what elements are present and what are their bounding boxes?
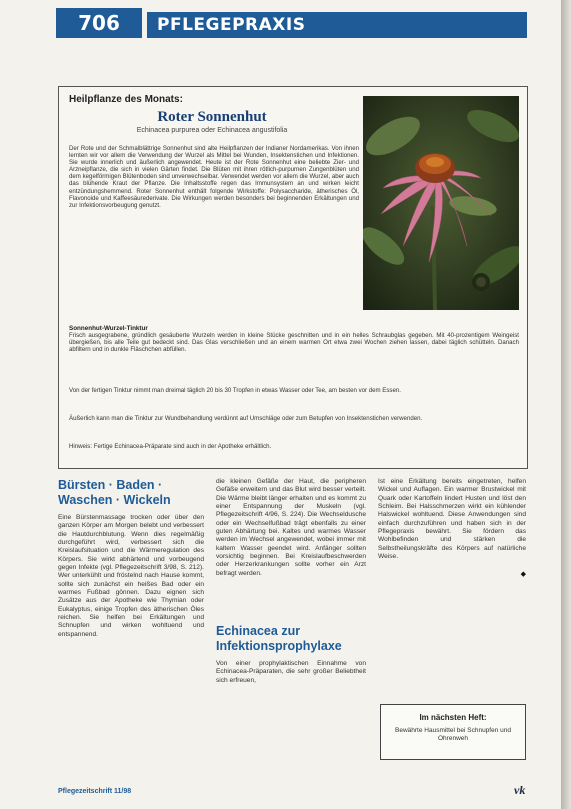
recipe-block (69, 325, 519, 353)
page-number: 706 (56, 8, 142, 38)
column-1 (58, 478, 204, 639)
plant-title: Roter Sonnenhut (157, 109, 267, 125)
herb-of-month-box (58, 86, 528, 469)
publisher-logo: vk (514, 783, 526, 797)
box-kicker: Heilpflanze des Monats: (69, 94, 183, 105)
article-1-heading: Bürsten · Baden · Waschen · Wickeln (58, 478, 171, 507)
next-issue-box (380, 704, 526, 760)
recipe-paragraph-4: Hinweis: Fertige Echinacea-Präparate sind auch in der Apotheke erhältlich. (69, 443, 272, 450)
article-1-column-3: Ist eine Erkältung bereits eingetreten, helfen Wickel und Auflagen. Ein warmer Brustwickel mit Quark oder Kartoffeln lindert Husten und löst den Schleim. Bei Halsschmerzen wirkt ein kühlender Halswickel wohltuend. Diese Anwendungen sind einfach durchzuführen und haben sich in der Pflegepraxis bewährt. Sie fördern das Wohlbefinden und stärken die Selbstheilungskräfte des Körpers auf natürliche Weise. (378, 478, 526, 561)
box-intro-text: Der Rote und der Schmalblättrige Sonnenhut sind alte Heilpflanzen der Indianer Nordamerikas. Von ihnen lernten wir vor allem die Verwendung der Wurzel als Mittel bei Wunden, Insektenstichen und Infektionen. Sie wurde innerlich und äußerlich angewendet. Heute ist der Rote Sonnenhut eine beliebte Zier- und Arzneipflanze, die sich in vielen Gärten findet. Die Blüten mit ihren rötlich-purpurnen Zungenblüten und dem kegelförmigen Blütenboden sind unverwechselbar. Verwendet werden vor allem die Wurzel, aber auch das blühende Kraut der Pflanze. Die Inhaltsstoffe regen das Immunsystem an und wirken leicht entzündungshemmend. Roter Sonnenhut enthält folgende Wirkstoffe: Polysaccharide, ätherisches Öl, Flavonoide und Kaffeesäurederivate. Die Wirkungen werden besonders bei beginnenden Erkältungen und zur Infektionsvorbeugung genutzt. (69, 145, 359, 209)
coneflower-image (363, 96, 519, 310)
recipe-paragraph-2: Von der fertigen Tinktur nimmt man dreimal täglich 20 bis 30 Tropfen in etwas Wasser oder Tee, am besten vor dem Essen. (69, 387, 401, 394)
next-issue-label: Im nächsten Heft: (419, 713, 487, 722)
column-3 (378, 478, 526, 581)
article-end-mark-icon: ◆ (520, 571, 526, 579)
recipe-paragraph-3: Äußerlich kann man die Tinktur zur Wundbehandlung verdünnt auf Umschläge oder zum Betupfen von Insektenstichen verwenden. (69, 415, 423, 422)
recipe-title: Sonnenhut-Wurzel-Tinktur (69, 325, 148, 332)
next-issue-text: Bewährte Hausmittel bei Schnupfen und Ohrenweh (395, 727, 511, 742)
coneflower-photo (363, 96, 519, 310)
section-title: PFLEGEPRAXIS (147, 12, 527, 38)
article-2-heading: Echinacea zur Infektionsprophylaxe (216, 624, 342, 654)
page-binding-edge (561, 0, 571, 809)
recipe-paragraph-1: Frisch ausgegrabene, gründlich gesäuberte Wurzeln werden in kleine Stücke geschnitten und in ein helles Schraubglas gegeben. Mit 40-prozentigem Weingeist übergießen, bis alle Teile gut bedeckt sind. Das Glas verschließen und an einem warmen Ort etwa zwei Wochen ziehen lassen, dabei täglich schütteln. Danach abfiltern und in dunkle Fläschchen abfüllen. (69, 332, 519, 354)
plant-subtitle: Echinacea purpurea oder Echinacea angustifolia (136, 127, 288, 134)
article-1-column-2: die kleinen Gefäße der Haut, die peripheren Gefäße erweitern und das Blut wird besser verteilt. Die Wärme bleibt länger erhalten und es kommt zu einer Entspannung der Muskeln (vgl. Pflegezeitschrift 4/96, S. 224). Die Wechseldusche oder ein Wechselfußbad trägt ebenfalls zu einer guten Abhärtung bei. Kaltes und warmes Wasser werden im Wechsel angewendet, wobei immer mit kaltem Wasser geendet wird. Anfänger sollten vorsichtig beginnen. Bei Kreislaufbeschwerden oder Herzerkrankungen sollte vorher ein Arzt befragt werden. (216, 478, 366, 577)
column-2 (216, 478, 366, 685)
article-2-text: Von einer prophylaktischen Einnahme von Echinacea-Präparaten, die sehr großer Beliebtheit sich erfreuen, (216, 660, 366, 684)
article-1-column-1: Eine Bürstenmassage trocken oder über den ganzen Körper am Morgen belebt und verbessert die Hautdurchblutung. Wenn dies regelmäßig durchgeführt wird, verbessert sich die Kreislaufsituation und die Wärmeregulation des Körpers. Sie wirkt abhärtend und vorbeugend gegen Infekte (vgl. Pflegezeitschrift 3/98, S. 212). Wer unterkühlt und fröstelnd nach Hause kommt, sollte sich zunächst ein heißes Bad oder ein warmes Fußbad gönnen. Dazu eignen sich Zusätze aus der Apotheke wie Thymian oder Eukalyptus, einige Tropfen des ätherischen Öles reichen. Sie helfen bei Erkältungen und Schnupfen und wirken wohltuend und entspannend. (58, 514, 204, 638)
footer-issue: Pflegezeitschrift 11/98 (58, 788, 132, 795)
